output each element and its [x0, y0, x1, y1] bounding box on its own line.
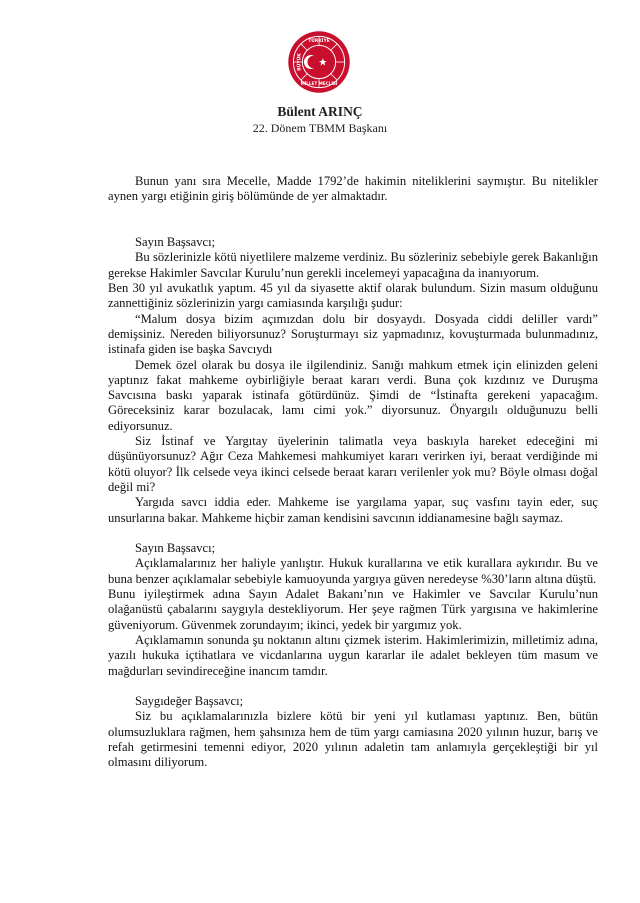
salutation: Saygıdeğer Başsavcı; [135, 694, 244, 709]
salutation: Sayın Başsavcı; [135, 235, 216, 250]
salutation: Sayın Başsavcı; [135, 541, 216, 556]
paragraph: Siz bu açıklamalarınızla bizlere kötü bir yeni yıl kutlaması yaptınız. Ben, bütün olumsuzluklara rağmen, hem şahsınıza hem de tüm yargı camiasına 2020 yılının huzur, barış ve refah getirmesini temenni ediyor, 2020 yılının adaletin tam anlamıyla gerçekleştiği bir yıl olmasını diliyorum. [108, 709, 598, 770]
paragraph: “Malum dosya bizim açımızdan dolu bir dosyaydı. Dosyada ciddi deliller vardı” demişsiniz. Nereden biliyorsunuz? Soruşturmayı siz yapmadınız, kovuşturmada bulunmadınız, istinafa giden ise başka Savcıydı [108, 311, 598, 357]
seal-text-top: TÜRKİYE [308, 39, 330, 45]
paragraph: Ben 30 yıl avukatlık yaptım. 45 yıl da siyasette aktif olarak bulundum. Sizin masum olduğunu zannettiğiniz sözlerinizin yargı camiasında karşılığı şudur: [108, 281, 598, 311]
paragraph: Yargıda savcı iddia eder. Mahkeme ise yargılama yapar, suç vasfını tayin eder, suç unsurlarına bakar. Mahkeme hiçbir zaman kendisini savcının iddianamesine bağlı saymaz. [108, 495, 598, 525]
letter-body [108, 174, 598, 771]
author-title: 22. Dönem TBMM Başkanı [252, 121, 388, 135]
paragraph: Siz İstinaf ve Yargıtay üyelerinin talimatla veya baskıyla hareket edeceğini mi düşünüyorsunuz? Ağır Ceza Mahkemesi mahkumiyet kararı verirken iyi, beraat verdiğinde mi kötü oluyor? İlk celsede veya ikinci celsede beraat kararı verilenler yok mu? Böyle olması doğal değil mi? [108, 434, 598, 494]
paragraph: Demek özel olarak bu dosya ile ilgilendiniz. Sanığı mahkum etmek için elinizden geleni yaptınız fakat mahkeme oybirliğiyle beraat kararı verdi. Buna çok kızdınız ve Duruşma Savcısına baskı yaparak istinafa götürdünüz. Şimdi de “İstinafta gerekeni yapacağım. Göreceksiniz karar bozulacak, lamı cimi yok.” diyorsunuz. Önyargılı olduğunuzu belli ediyorsunuz. [108, 357, 598, 433]
seal-text-left: BÜYÜK [297, 53, 303, 71]
author-name: Bülent ARINÇ [277, 104, 363, 119]
paragraph: Açıklamalarınız her haliyle yanlıştır. Hukuk kurallarına ve etik kurallara aykırıdır. Bu ve buna benzer açıklamalar sebebiyle kamuoyunda yargıya güven neredeyse %30’ların altına düştü. [108, 556, 598, 586]
paragraph: Açıklamamın sonunda şu noktanın altını çizmek isterim. Hakimlerimizin, milletimiz adına, yazılı hukuka içtihatlara ve vicdanlarına uygun kararlar ile adalet bekleyen tüm masum ve mağdurları sevindireceğine inancım tamdır. [108, 632, 598, 678]
seal-text-bottom: MİLLET MECLİSİ [300, 81, 338, 87]
paragraph: Bu sözlerinizle kötü niyetlilere malzeme verdiniz. Bu sözleriniz sebebiyle gerek Bakanlığın gerekse Hakimler Savcılar Kurulu’nun gerekli incelemeyi yapacağına da inanıyorum. [108, 250, 598, 280]
paragraph: Bunun yanı sıra Mecelle, Madde 1792’de hakimin niteliklerini saymıştır. Bu nitelikler aynen yargı etiğinin giriş bölümünde de yer almaktadır. [108, 174, 598, 204]
tbmm-seal-icon [287, 30, 351, 94]
paragraph: Bunu iyileştirmek adına Sayın Adalet Bakanı’nın ve Hakimler ve Savcılar Kurulu’nun olağanüstü çabalarını saygıyla destekliyorum. Her şeye rağmen Türk yargısına ve hakimlerine güveniyorum. Güvenmek zorundayım; ikinci, yedek bir yargımız yok. [108, 587, 598, 632]
